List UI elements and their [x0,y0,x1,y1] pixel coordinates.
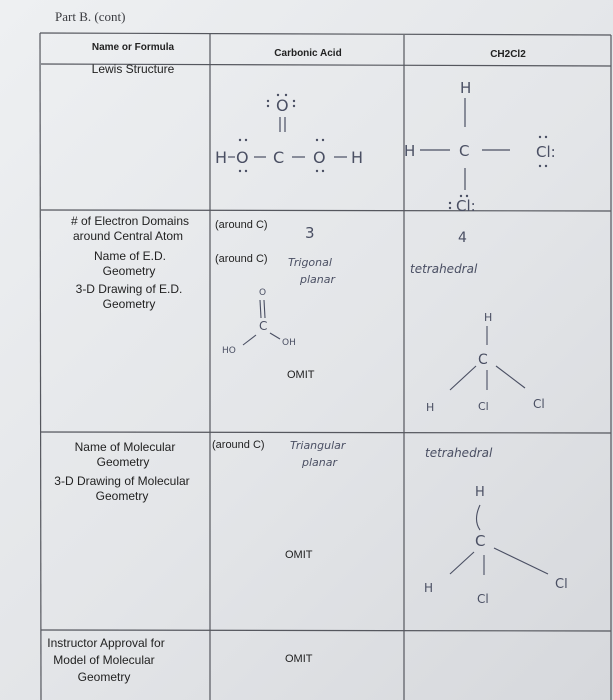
carbonic-ed-count: 3 [305,224,315,242]
ed-3d-o: O [259,288,267,298]
carbonic-mol-name-2: planar [302,456,338,469]
ed-3d-ho: HO [222,346,236,356]
around-c-ed-count: (around C) [215,219,268,231]
lewis-o-top: O [276,96,289,115]
row-label-approval-2: Model of Molecular [53,653,155,667]
carbonic-ed-3d-drawing [222,288,296,356]
lewis-o-right: O [313,148,326,167]
table-grid [40,33,611,700]
lewis-c: C [273,148,285,167]
ch2cl2-lewis-h-side: H [404,142,416,160]
carbonic-lewis-structure [215,94,363,172]
omit-approval: OMIT [285,653,313,665]
ch2cl2-mol-3d-drawing [424,485,568,606]
ch2cl2-lewis-cl-bottom: Cl: [456,197,476,215]
ed-3d-c: C [259,319,268,333]
row-label-ed-count-2: around Central Atom [72,229,184,243]
ch2cl2-mol-name: tetrahedral [425,446,493,460]
part-title: Part B. (cont) [55,9,126,24]
lewis-h-left: H [215,148,228,167]
ch2cl2-lewis-structure [404,79,556,215]
row-label-ed-name-1: Name of E.D. [93,249,167,263]
ch2cl2-lewis-c: C [459,142,470,160]
ch2cl2-lewis-cl-right: Cl: [536,143,556,161]
mol-3d-cl-mid: Cl [477,592,489,606]
ed-3d-oh: OH [282,338,296,348]
ed-3d-h-left: H [426,401,435,414]
carbonic-ed-name-2: planar [300,273,336,286]
carbonic-ed-name-1: Trigonal [288,256,332,269]
header-carbonic-acid: Carbonic Acid [274,48,342,59]
row-label-mol-name-1: Name of Molecular [74,440,176,454]
ch2cl2-ed-name: tetrahedral [410,262,478,276]
mol-3d-h-left: H [424,581,434,595]
lewis-o-left: O [236,148,249,167]
row-label-mol-3d-1: 3-D Drawing of Molecular [54,474,190,488]
mol-3d-center-c: C [475,532,486,550]
ed-3d-cl-mid: Cl [478,400,489,413]
row-label-approval-3: Geometry [77,670,131,684]
around-c-mol-name: (around C) [212,439,265,451]
row-label-approval-1: Instructor Approval for [47,636,165,650]
ed-3d-h-top: H [484,311,493,324]
around-c-ed-name: (around C) [215,253,268,265]
row-label-lewis-structure: Lewis Structure [91,62,175,76]
omit-ed-3d: OMIT [287,369,315,381]
ch2cl2-lewis-h-top: H [460,79,472,97]
row-label-ed-3d-1: 3-D Drawing of E.D. [75,282,183,296]
ch2cl2-ed-count: 4 [458,230,467,246]
ed-3d-cl-right: Cl [533,397,545,411]
row-label-ed-3d-2: Geometry [102,297,156,311]
row-label-ed-name-2: Geometry [102,264,156,278]
header-ch2cl2: CH2Cl2 [490,49,526,60]
ed-3d-center-c: C [478,352,488,368]
mol-3d-cl-right: Cl [555,577,568,592]
header-name-or-formula: Name or Formula [91,42,175,53]
row-label-mol-name-2: Geometry [96,455,150,469]
omit-mol-3d: OMIT [285,549,313,561]
row-label-ed-count-1: # of Electron Domains [70,214,190,228]
carbonic-mol-name-1: Triangular [290,439,346,452]
ch2cl2-ed-3d-drawing [426,311,545,414]
lewis-h-right: H [351,148,364,167]
mol-3d-h-top: H [475,485,485,500]
row-label-mol-3d-2: Geometry [95,489,149,503]
